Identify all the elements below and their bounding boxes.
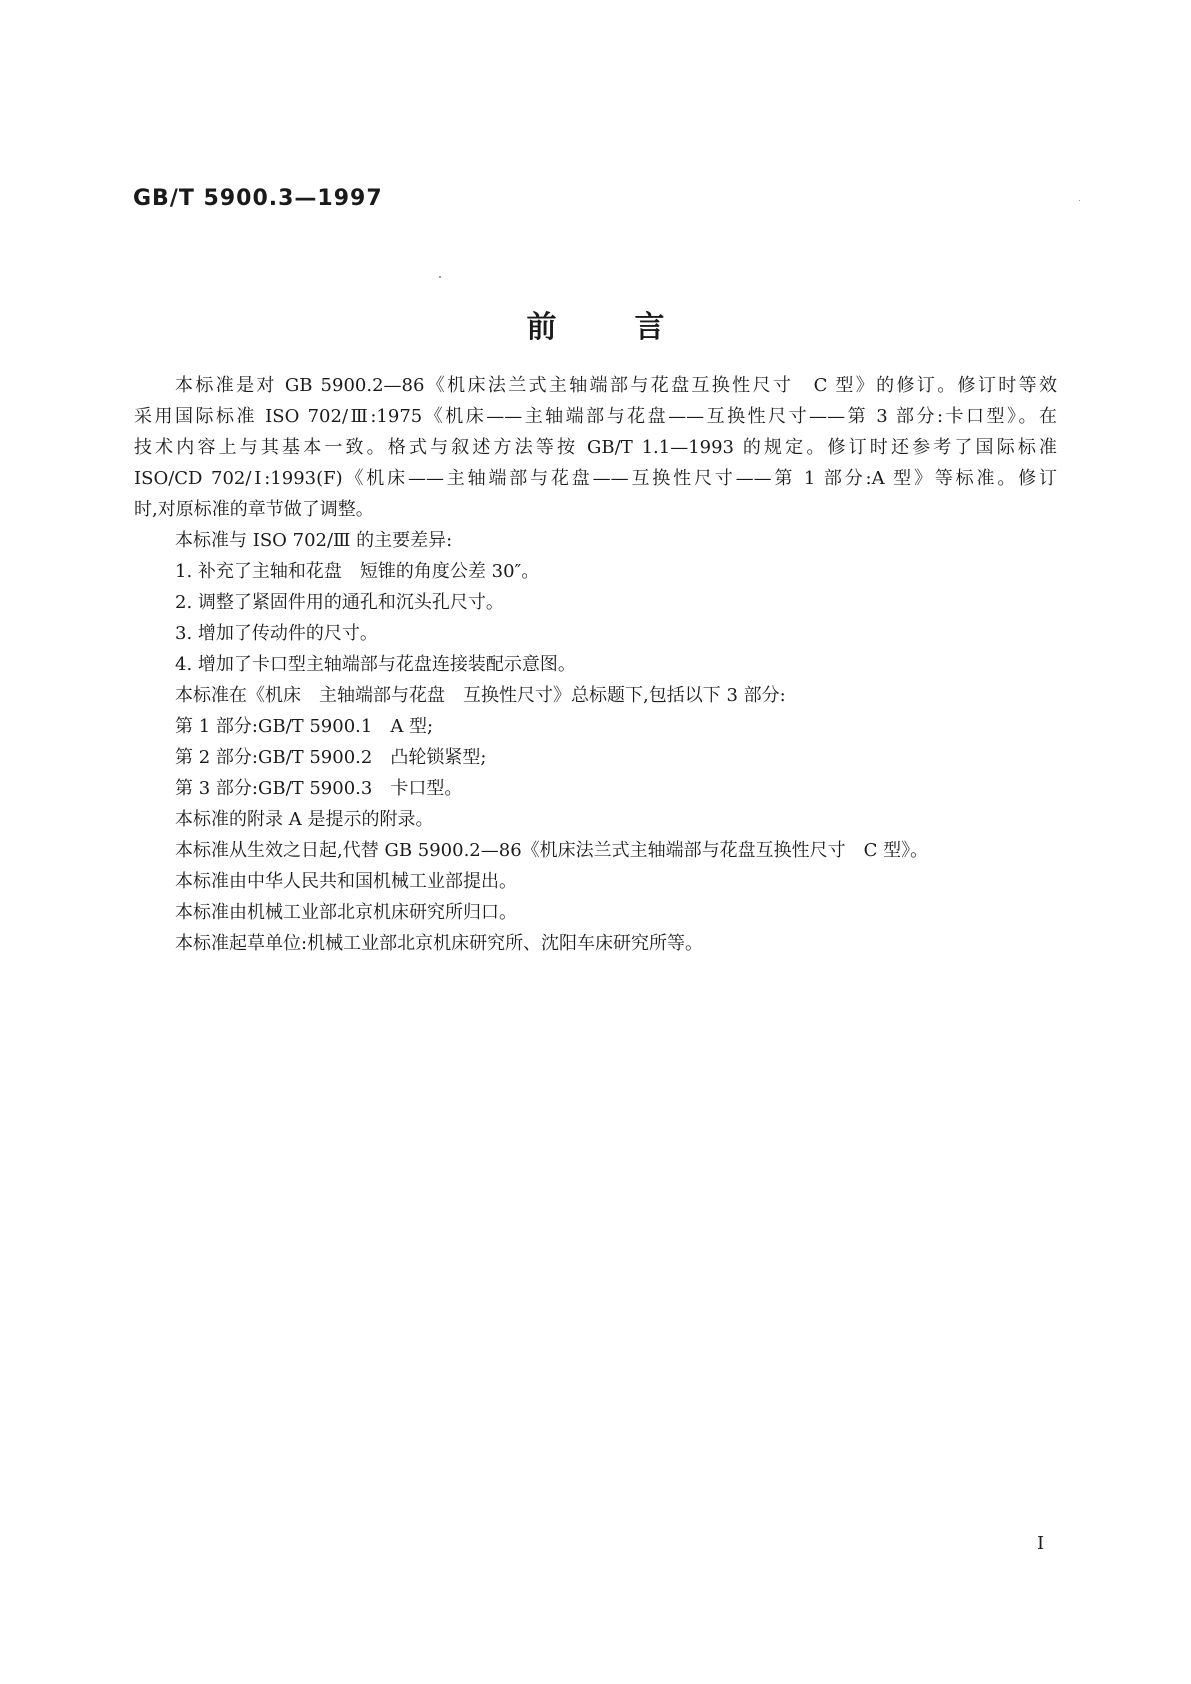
list-item: 1. 补充了主轴和花盘 短锥的角度公差 30″。 — [175, 561, 540, 582]
paragraph-differences-intro: 本标准与 ISO 702/Ⅲ 的主要差异: — [175, 530, 453, 551]
list-item: 2. 调整了紧固件用的通孔和沉头孔尺寸。 — [175, 592, 504, 613]
part-item: 第 2 部分:GB/T 5900.2 凸轮锁紧型; — [175, 747, 487, 768]
part-item: 第 3 部分:GB/T 5900.3 卡口型。 — [175, 778, 463, 799]
paragraph-appendix-note: 本标准的附录 A 是提示的附录。 — [175, 809, 434, 830]
preface-body — [134, 370, 1057, 959]
paragraph-revision-note — [134, 370, 1057, 525]
paragraph-centralized-note: 本标准由机械工业部北京机床研究所归口。 — [175, 902, 517, 923]
part-item: 第 1 部分:GB/T 5900.1 A 型; — [175, 716, 434, 737]
paragraph-line: 采用国际标准 ISO 702/Ⅲ:1975《机床——主轴端部与花盘——互换性尺寸——第 3 部分:卡口型》。在 — [134, 406, 1057, 427]
page-title: 前言 — [526, 310, 743, 345]
paragraph-replacement-note: 本标准从生效之日起,代替 GB 5900.2—86《机床法兰式主轴端部与花盘互换性尺寸 C 型》。 — [175, 840, 929, 861]
paragraph-series-intro: 本标准在《机床 主轴端部与花盘 互换性尺寸》总标题下,包括以下 3 部分: — [175, 685, 786, 706]
page-number: I — [1037, 1533, 1045, 1554]
scan-artifact — [439, 276, 441, 278]
paragraph-line: 技术内容上与其基本一致。格式与叙述方法等按 GB/T 1.1—1993 的规定。修订时还参考了国际标准 — [134, 437, 1057, 458]
paragraph-line: 本标准是对 GB 5900.2—86《机床法兰式主轴端部与花盘互换性尺寸 C 型》的修订。修订时等效 — [175, 375, 1057, 396]
list-item: 3. 增加了传动件的尺寸。 — [175, 623, 378, 644]
paragraph-line: ISO/CD 702/Ⅰ:1993(F)《机床——主轴端部与花盘——互换性尺寸——第 1 部分:A 型》等标准。修订 — [134, 468, 1057, 489]
paragraph-line: 时,对原标准的章节做了调整。 — [134, 499, 374, 520]
scan-artifact — [1079, 200, 1080, 201]
paragraph-proposer-note: 本标准由中华人民共和国机械工业部提出。 — [175, 871, 517, 892]
paragraph-drafting-units: 本标准起草单位:机械工业部北京机床研究所、沈阳车床研究所等。 — [175, 933, 704, 954]
list-item: 4. 增加了卡口型主轴端部与花盘连接装配示意图。 — [175, 654, 576, 675]
document-code: GB/T 5900.3—1997 — [133, 186, 383, 211]
